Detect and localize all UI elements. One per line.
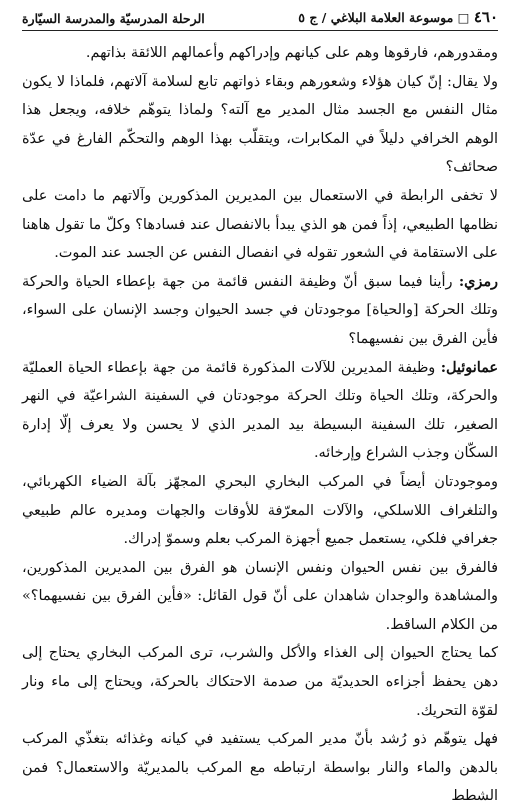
body-text (22, 39, 498, 811)
paragraph-text: لا تخفى الرابطة في الاستعمال بين المديرين المذكورين وآلاتهم ما دامت على نظامها الطبيعي، إذاً فمن هو الذي يبدأ بالانفصال عند فسادها؟ وكلّ ما تقول هاهنا على الاستقامة في الشعور تقوله في انفصال النفس عن الجسد عند الموت. (22, 187, 498, 262)
paragraph (22, 68, 498, 182)
paragraph (22, 725, 498, 811)
paragraph-text: رأينا فيما سبق أنّ وظيفة النفس قائمة من جهة بإعطاء الحياة والحركة وتلك الحركة [والحياة] موجودتان في جسد الحيوان وجسد الإنسان على السواء، فأين الفرق بين نفسيهما؟ (22, 273, 498, 347)
header-separator-icon: □ (457, 10, 470, 25)
paragraph (22, 468, 498, 554)
page-number: ٤٦٠ (473, 8, 498, 26)
paragraph (22, 39, 498, 68)
paragraph-text: فهل يتوهّم ذو رُشد بأنّ مدير المركب يستفيد في كيانه وغذائه بتغذّي المركب بالدهن والماء والنار بواسطة ارتباطه مع المركب بالمديريّة والاستعمال؟ فمن الشطط (22, 731, 498, 805)
paragraph (22, 639, 498, 725)
paragraph-text: وموجودتان أيضاً في المركب البخاري البحري المجهّز بآلة الضياء الكهربائي، والتلغراف اللاسلكي، والآلات المعرّفة للأوقات والجهات ومديره عالم طبيعي جغرافي فلكي، يستعمل جميع أجهزة المركب بعلم وسموّ إدراك. (22, 473, 498, 548)
paragraph (22, 354, 498, 468)
paragraph (22, 268, 498, 354)
book-title: موسوعة العلامة البلاغي / ج ٥ (298, 10, 454, 25)
speaker-name: عمانوئيل: (440, 358, 498, 376)
paragraph-text: وظيفة المديرين للآلات المذكورة قائمة من جهة بإعطاء الحياة العمليّة والحركة، وتلك الحياة وتلك الحركة موجودتان في السفينة الشراعيّة في النهر الصغير، تلك السفينة البسيطة بيد المدير الذي لا يحسن ولا يعرف إلّا إدارة السكّان وجذب الشراع وإرخائه. (22, 359, 498, 462)
speaker-name: رمزي: (458, 272, 498, 290)
paragraph-text: كما يحتاج الحيوان إلى الغذاء والأكل والشرب، ترى المركب البخاري يحتاج إلى دهن يحفظ أجزاءه الحديديّة من صدمة الاحتكاك بالحركة، ويحتاج إلى ماء ونار لقوّة التحريك. (22, 645, 498, 719)
paragraph (22, 554, 498, 640)
header-book-info (298, 8, 498, 26)
paragraph-text: ومقدورهم، فارقوها وهم على كيانهم وإدراكهم وأعمالهم اللائقة بذاتهم. (85, 45, 498, 61)
paragraph-text: فالفرق بين نفس الحيوان ونفس الإنسان هو الفرق بين المديرين المذكورين، والمشاهدة والوجدان شاهدان على أنّ قول القائل: «فأين الفرق بين نفسيهما؟» من الكلام الساقط. (22, 559, 498, 633)
paragraph-text: ولا يقال: إنّ كيان هؤلاء وشعورهم وبقاء ذواتهم تابع لسلامة آلاتهم، فلماذا لا يكون مثال النفس مع الجسد مثال المدير مع آلته؟ ولماذا يتوهّم خلافه، ويجعل هذا الوهم الخرافي دليلاً في المكابرات، ويتقلّب بهذا الوهم والتحكّم الفارغ في عدّة صحائف؟ (22, 73, 498, 176)
paragraph (22, 182, 498, 268)
running-header (22, 8, 498, 31)
chapter-title: الرحلة المدرسيّة والمدرسة السيّارة (22, 11, 205, 26)
